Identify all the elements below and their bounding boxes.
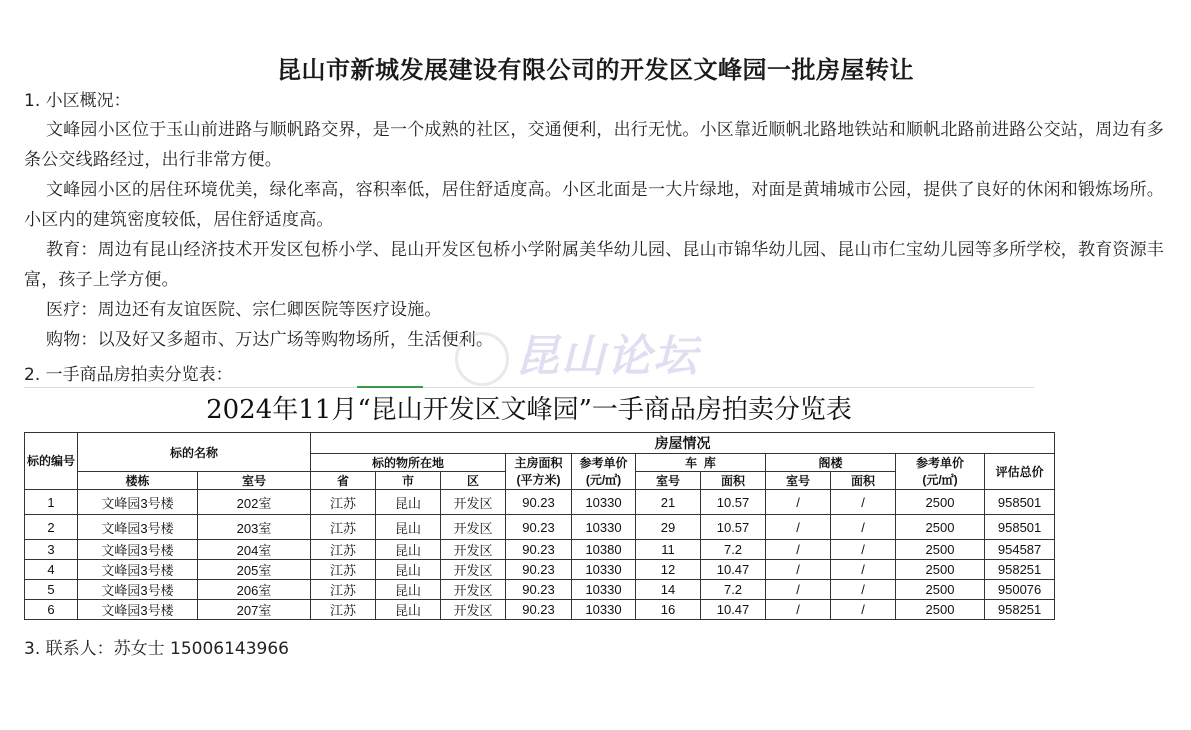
table-row (25, 560, 1055, 580)
paragraph-education: 教育：周边有昆山经济技术开发区包桥小学、昆山开发区包桥小学附属美华幼儿园、昆山市锦华幼儿园、昆山市仁宝幼儿园等多所学校，教育资源丰富，孩子上学方便。 (24, 240, 1164, 290)
cell-city: 昆山 (376, 560, 441, 580)
header-attic-no: 室号 (766, 472, 831, 490)
cell-no: 6 (25, 600, 78, 620)
cell-area: 90.23 (506, 580, 572, 600)
cell-room: 205室 (198, 560, 311, 580)
cell-district: 开发区 (441, 600, 506, 620)
cell-total: 954587 (985, 540, 1055, 560)
cell-room: 207室 (198, 600, 311, 620)
cell-garage-no: 16 (636, 600, 701, 620)
watermark-text: 昆山论坛 (515, 331, 699, 382)
cell-price2: 2500 (896, 580, 985, 600)
cell-room: 206室 (198, 580, 311, 600)
cell-garage-no: 29 (636, 515, 701, 540)
cell-total: 958501 (985, 490, 1055, 515)
cell-price: 10330 (572, 490, 636, 515)
cell-total: 950076 (985, 580, 1055, 600)
header-attic: 阁楼 (766, 454, 896, 472)
cell-price2: 2500 (896, 560, 985, 580)
cell-price: 10330 (572, 600, 636, 620)
cell-garage-no: 14 (636, 580, 701, 600)
cell-garage-area: 10.47 (701, 560, 766, 580)
cell-city: 昆山 (376, 515, 441, 540)
section-heading-overview: 1. 小区概况： (24, 91, 131, 111)
table-caption-text: 2024年11月“昆山开发区文峰园”一手商品房拍卖分览表 (206, 395, 852, 425)
cell-attic-no: / (766, 560, 831, 580)
cell-building: 文峰园3号楼 (78, 600, 198, 620)
cell-garage-no: 12 (636, 560, 701, 580)
header-housing: 房屋情况 (311, 433, 1055, 454)
auction-table-container (24, 387, 1044, 620)
cell-attic-no: / (766, 600, 831, 620)
paragraph-medical: 医疗：周边还有友谊医院、宗仁卿医院等医疗设施。 (46, 300, 442, 320)
cell-price: 10330 (572, 515, 636, 540)
header-total: 评估总价 (985, 454, 1055, 490)
header-ref-price2 (896, 454, 985, 490)
cell-province: 江苏 (311, 560, 376, 580)
paragraph-environment: 文峰园小区的居住环境优美，绿化率高，容积率低，居住舒适度高。小区北面是一大片绿地，对面是黄埔城市公园，提供了良好的休闲和锻炼场所。小区内的建筑密度较低，居住舒适度高。 (24, 180, 1164, 230)
cell-city: 昆山 (376, 490, 441, 515)
cell-no: 4 (25, 560, 78, 580)
cell-province: 江苏 (311, 600, 376, 620)
cell-province: 江苏 (311, 540, 376, 560)
auction-table (24, 432, 1055, 620)
cell-building: 文峰园3号楼 (78, 515, 198, 540)
cell-attic-area: / (831, 560, 896, 580)
cell-area: 90.23 (506, 490, 572, 515)
page-title: 昆山市新城发展建设有限公司的开发区文峰园一批房屋转让 (277, 56, 914, 84)
header-district: 区 (441, 472, 506, 490)
cell-building: 文峰园3号楼 (78, 540, 198, 560)
header-ref-price2-unit: (元/㎡) (922, 472, 958, 487)
cell-province: 江苏 (311, 515, 376, 540)
cell-garage-area: 7.2 (701, 580, 766, 600)
table-row (25, 540, 1055, 560)
cell-room: 203室 (198, 515, 311, 540)
header-province: 省 (311, 472, 376, 490)
cell-price2: 2500 (896, 600, 985, 620)
header-room: 室号 (198, 472, 311, 490)
cell-no: 3 (25, 540, 78, 560)
cell-building: 文峰园3号楼 (78, 580, 198, 600)
cell-no: 1 (25, 490, 78, 515)
cell-price: 10330 (572, 580, 636, 600)
cell-area: 90.23 (506, 515, 572, 540)
cell-attic-area: / (831, 580, 896, 600)
cell-district: 开发区 (441, 560, 506, 580)
cell-province: 江苏 (311, 490, 376, 515)
cell-district: 开发区 (441, 490, 506, 515)
cell-building: 文峰园3号楼 (78, 490, 198, 515)
cell-city: 昆山 (376, 540, 441, 560)
header-attic-area: 面积 (831, 472, 896, 490)
paragraph-shopping: 购物：以及好又多超市、万达广场等购物场所，生活便利。 (46, 330, 494, 350)
cell-total: 958251 (985, 560, 1055, 580)
cell-garage-area: 10.57 (701, 490, 766, 515)
cell-building: 文峰园3号楼 (78, 560, 198, 580)
contact-line: 3. 联系人：苏女士 15006143966 (24, 639, 290, 659)
cell-total: 958501 (985, 515, 1055, 540)
cell-garage-no: 11 (636, 540, 701, 560)
cell-attic-no: / (766, 540, 831, 560)
paragraph-location: 文峰园小区位于玉山前进路与顺帆路交界，是一个成熟的社区，交通便利，出行无忧。小区靠近顺帆北路地铁站和顺帆北路前进路公交站，周边有多条公交线路经过，出行非常方便。 (24, 120, 1164, 170)
table-row (25, 580, 1055, 600)
cell-city: 昆山 (376, 600, 441, 620)
cell-garage-area: 10.57 (701, 515, 766, 540)
cell-no: 5 (25, 580, 78, 600)
header-ref-price-unit: (元/㎡) (585, 472, 622, 487)
header-garage: 车 库 (636, 454, 766, 472)
cell-garage-area: 7.2 (701, 540, 766, 560)
watermark-logo-icon (455, 332, 509, 386)
table-row (25, 490, 1055, 515)
header-garage-no: 室号 (636, 472, 701, 490)
cell-room: 202室 (198, 490, 311, 515)
cell-price: 10330 (572, 560, 636, 580)
header-location: 标的物所在地 (311, 454, 506, 472)
cell-area: 90.23 (506, 540, 572, 560)
header-ref-price2-label: 参考单价 (916, 455, 965, 470)
cell-price2: 2500 (896, 515, 985, 540)
cell-attic-area: / (831, 540, 896, 560)
cell-area: 90.23 (506, 560, 572, 580)
header-main-area-label: 主房面积 (514, 455, 563, 470)
cell-district: 开发区 (441, 515, 506, 540)
header-main-area-unit: (平方米) (516, 472, 561, 487)
header-garage-area: 面积 (701, 472, 766, 490)
cell-room: 204室 (198, 540, 311, 560)
watermark (455, 318, 755, 398)
cell-garage-area: 10.47 (701, 600, 766, 620)
header-city: 市 (376, 472, 441, 490)
cell-attic-no: / (766, 580, 831, 600)
caption-accent-line (357, 386, 423, 388)
cell-attic-no: / (766, 490, 831, 515)
cell-district: 开发区 (441, 540, 506, 560)
cell-garage-no: 21 (636, 490, 701, 515)
cell-province: 江苏 (311, 580, 376, 600)
cell-price2: 2500 (896, 540, 985, 560)
cell-area: 90.23 (506, 600, 572, 620)
cell-attic-no: / (766, 515, 831, 540)
cell-no: 2 (25, 515, 78, 540)
cell-attic-area: / (831, 515, 896, 540)
cell-price2: 2500 (896, 490, 985, 515)
header-ref-price-label: 参考单价 (579, 455, 628, 470)
cell-district: 开发区 (441, 580, 506, 600)
cell-attic-area: / (831, 600, 896, 620)
header-building: 楼栋 (78, 472, 198, 490)
cell-city: 昆山 (376, 580, 441, 600)
cell-attic-area: / (831, 490, 896, 515)
section-heading-table: 2. 一手商品房拍卖分览表： (24, 365, 233, 385)
cell-total: 958251 (985, 600, 1055, 620)
header-lot-no: 标的编号 (25, 433, 78, 490)
header-ref-price (572, 454, 636, 490)
cell-price: 10380 (572, 540, 636, 560)
header-lot-name: 标的名称 (78, 433, 311, 472)
header-main-area (506, 454, 572, 490)
table-row (25, 600, 1055, 620)
table-caption (24, 387, 1034, 432)
table-row (25, 515, 1055, 540)
